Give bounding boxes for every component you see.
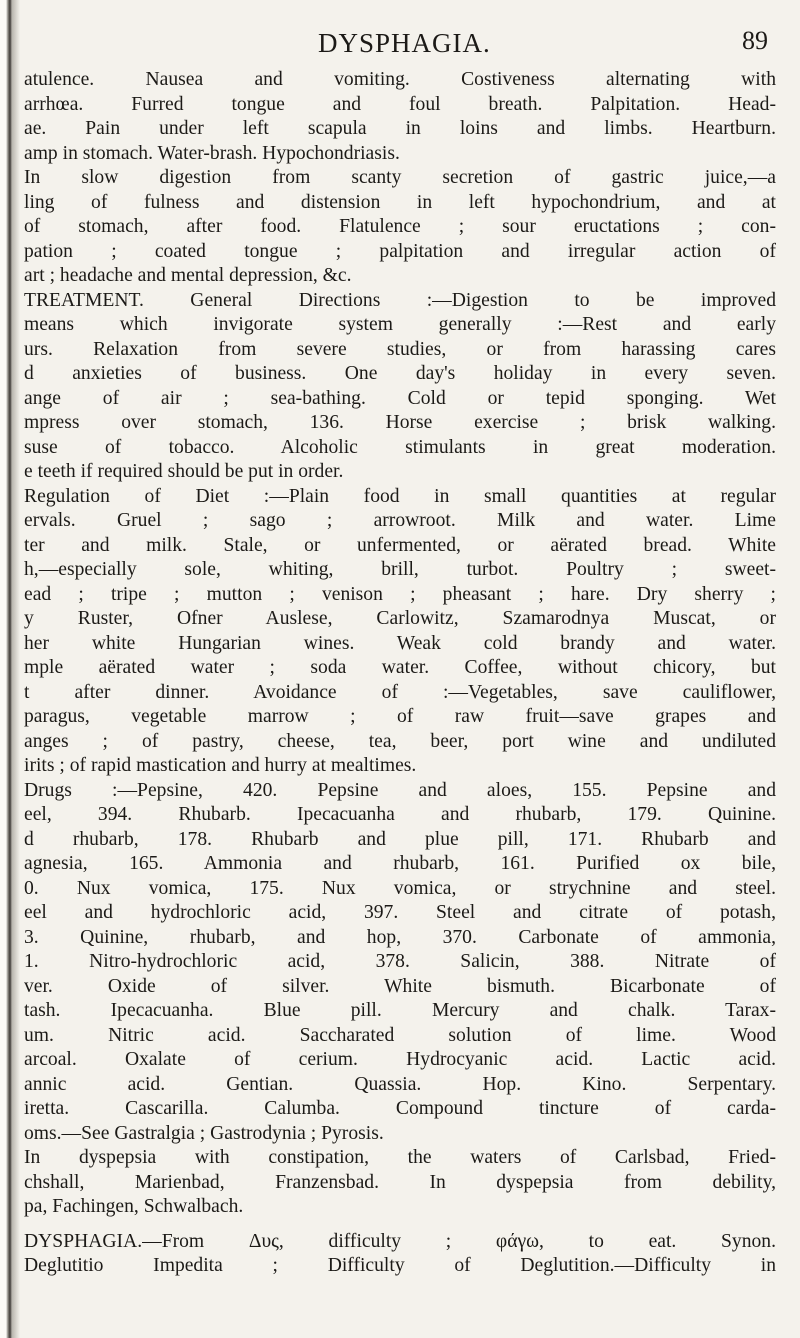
text-line: eel and hydrochloric acid, 397. Steel and citrate of potash, [24, 902, 776, 923]
text-line: tash. Ipecacuanha. Blue pill. Mercury and chalk. Tarax- [24, 1000, 776, 1021]
text-line: mpress over stomach, 136. Horse exercise ; brisk walking. [24, 412, 776, 433]
text-line: d anxieties of business. One day's holiday in every seven. [24, 363, 776, 384]
text-line: pa, Fachingen, Schwalbach. [24, 1196, 244, 1217]
text-line: agnesia, 165. Ammonia and rhubarb, 161. Purified ox bile, [24, 853, 776, 874]
book-binding-edge [0, 0, 20, 1338]
text-line: 0. Nux vomica, 175. Nux vomica, or strychnine and steel. [24, 877, 776, 899]
text-line: urs. Relaxation from severe studies, or from harassing cares [24, 338, 776, 360]
text-line: pation ; coated tongue ; palpitation and irregular action of [24, 240, 776, 262]
text-line: 1. Nitro-hydrochloric acid, 378. Salicin, 388. Nitrate of [24, 951, 776, 972]
text-line: ervals. Gruel ; sago ; arrowroot. Milk and water. Lime [24, 510, 776, 531]
text-line: oms.—See Gastralgia ; Gastrodynia ; Pyrosis. [24, 1122, 384, 1144]
text-line: y Ruster, Ofner Auslese, Carlowitz, Szamarodnya Muscat, or [24, 608, 776, 629]
text-line: arrhœa. Furred tongue and foul breath. Palpitation. Head- [24, 93, 776, 115]
page-number: 89 [742, 26, 768, 55]
text-line: d rhubarb, 178. Rhubarb and plue pill, 171. Rhubarb and [24, 828, 776, 850]
text-line: atulence. Nausea and vomiting. Costiveness alternating with [24, 69, 776, 90]
text-line: annic acid. Gentian. Quassia. Hop. Kino. Serpentary. [24, 1073, 776, 1095]
page-header [0, 24, 800, 64]
text-line: eel, 394. Rhubarb. Ipecacuanha and rhubarb, 179. Quinine. [24, 804, 776, 825]
text-line: amp in stomach. Water-brash. Hypochondriasis. [24, 142, 400, 164]
text-line: h,—especially sole, whiting, brill, turbot. Poultry ; sweet- [24, 559, 776, 580]
text-line: um. Nitric acid. Saccharated solution of lime. Wood [24, 1024, 776, 1046]
text-line: chshall, Marienbad, Franzensbad. In dyspepsia from debility, [24, 1171, 776, 1193]
text-line: In dyspepsia with constipation, the waters of Carlsbad, Fried- [24, 1147, 776, 1168]
running-title: DYSPHAGIA. [318, 28, 491, 58]
text-line: DYSPHAGIA.—From Δυς, difficulty ; φάγω, to eat. Synon. [24, 1230, 776, 1252]
text-line: mple aërated water ; soda water. Coffee, without chicory, but [24, 657, 776, 678]
text-line: her white Hungarian wines. Weak cold brandy and water. [24, 632, 776, 654]
text-line: ter and milk. Stale, or unfermented, or aërated bread. White [24, 534, 776, 556]
section-gap [24, 1220, 776, 1230]
text-line: ling of fulness and distension in left hypochondrium, and at [24, 191, 776, 213]
text-line: e teeth if required should be put in order. [24, 461, 344, 482]
text-line: irits ; of rapid mastication and hurry at mealtimes. [24, 755, 417, 776]
text-line: of stomach, after food. Flatulence ; sour eructations ; con- [24, 216, 776, 237]
text-line: Drugs :—Pepsine, 420. Pepsine and aloes, 155. Pepsine and [24, 779, 776, 801]
text-line: TREATMENT. General Directions :—Digestion to be improved [24, 289, 776, 311]
text-line: art ; headache and mental depression, &c. [24, 265, 352, 286]
text-line: ae. Pain under left scapula in loins and limbs. Heartburn. [24, 118, 776, 139]
text-line: Regulation of Diet :—Plain food in small quantities at regular [24, 485, 776, 507]
text-line: suse of tobacco. Alcoholic stimulants in great moderation. [24, 436, 776, 458]
text-line: Deglutitio Impedita ; Difficulty of Deglutition.—Difficulty in [24, 1255, 776, 1276]
text-line: iretta. Cascarilla. Calumba. Compound tincture of carda- [24, 1098, 776, 1119]
page-body-text [24, 68, 776, 1279]
text-line: anges ; of pastry, cheese, tea, beer, port wine and undiluted [24, 730, 776, 752]
text-line: means which invigorate system generally :—Rest and early [24, 314, 776, 335]
text-line: ver. Oxide of silver. White bismuth. Bicarbonate of [24, 975, 776, 997]
text-line: arcoal. Oxalate of cerium. Hydrocyanic acid. Lactic acid. [24, 1049, 776, 1070]
text-line: 3. Quinine, rhubarb, and hop, 370. Carbonate of ammonia, [24, 926, 776, 948]
text-line: paragus, vegetable marrow ; of raw fruit—save grapes and [24, 706, 776, 727]
text-line: ange of air ; sea-bathing. Cold or tepid sponging. Wet [24, 387, 776, 409]
text-line: In slow digestion from scanty secretion of gastric juice,—a [24, 167, 776, 188]
text-line: t after dinner. Avoidance of :—Vegetables, save cauliflower, [24, 681, 776, 703]
text-line: ead ; tripe ; mutton ; venison ; pheasant ; hare. Dry sherry ; [24, 583, 776, 605]
